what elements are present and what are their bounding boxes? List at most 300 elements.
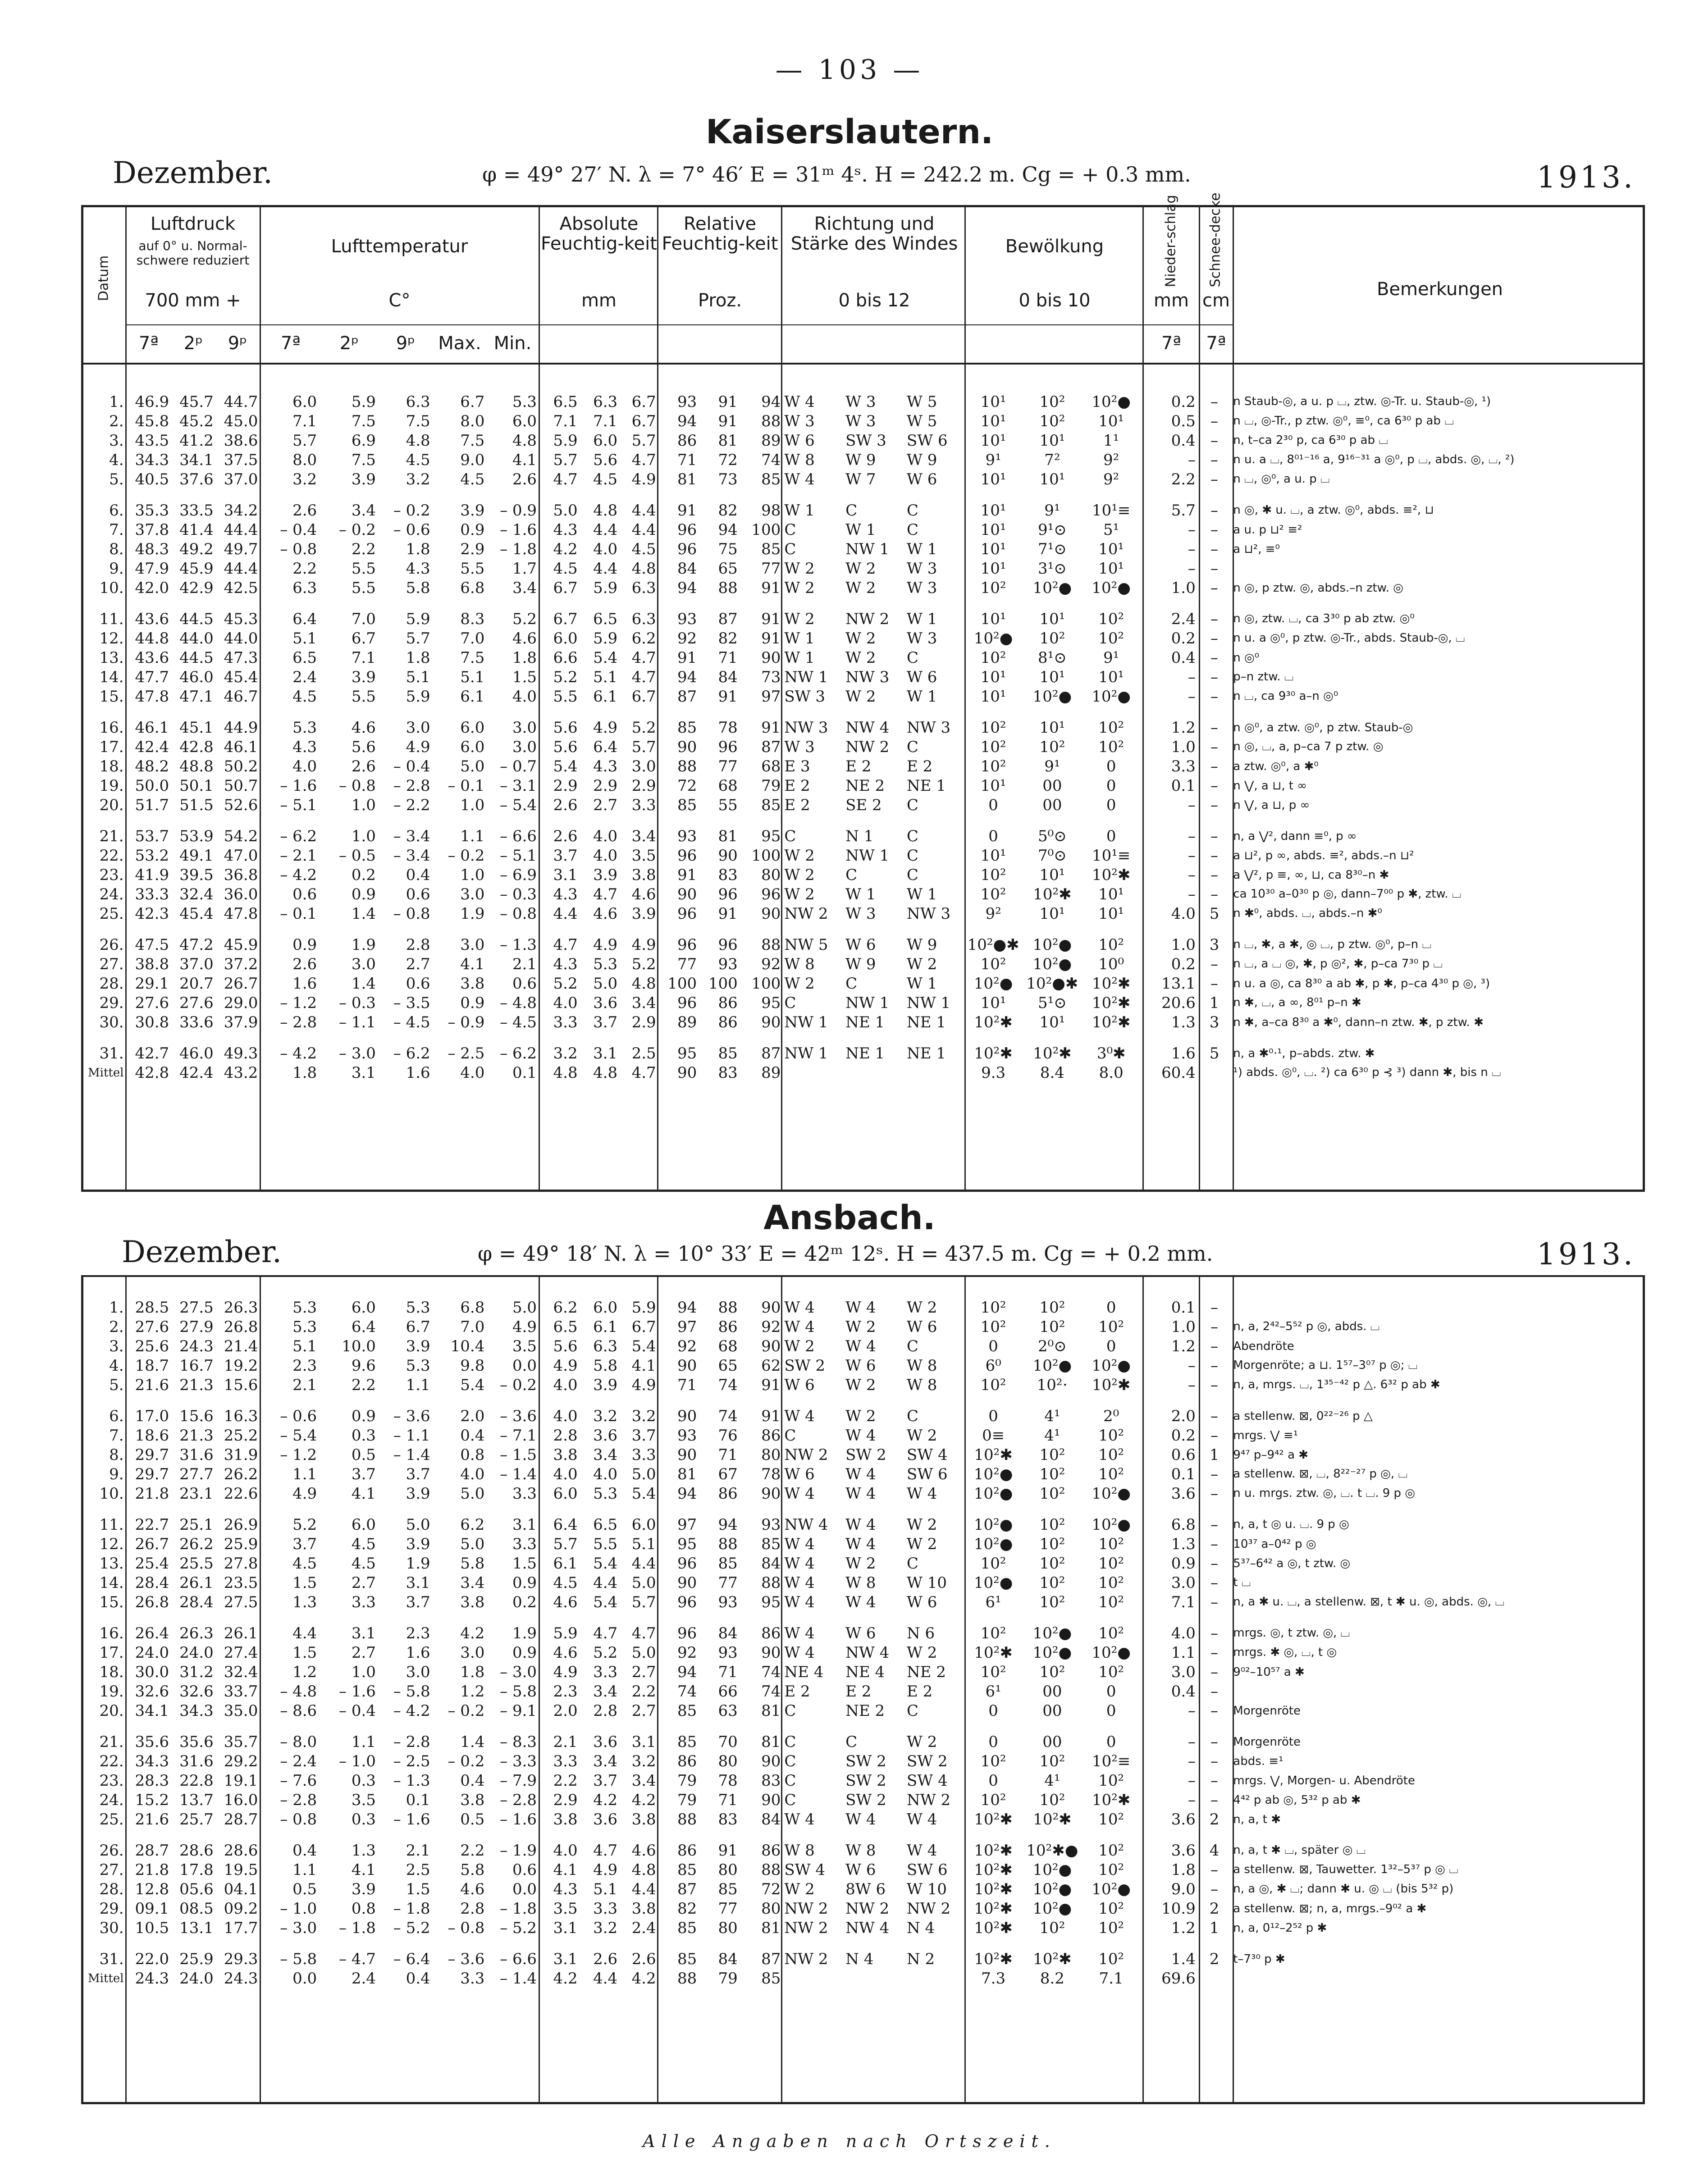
table-row — [82, 411, 1644, 431]
cell-abs-feucht-9p: 3.1 — [631, 1733, 656, 1751]
cell-abs-feucht-7a: 5.6 — [553, 718, 578, 737]
cell-wind-9p: W 6 — [906, 1318, 937, 1336]
cell-wind-7a: NW 2 — [784, 1950, 828, 1968]
cell-bemerkungen: p–n ztw. ⌴ — [1233, 670, 1294, 684]
cell-bewoelkung-9p: 0 — [1106, 776, 1116, 795]
cell-temp-2p: 7.5 — [351, 451, 376, 469]
cell-bemerkungen: a stellenw. ⊠, 0²²⁻²⁶ p △ — [1233, 1409, 1373, 1423]
cell-schneedecke: 2 — [1209, 1810, 1219, 1828]
cell-wind-2p: W 3 — [845, 412, 876, 430]
cell-bewoelkung-7a: 10¹ — [980, 520, 1006, 539]
cell-luftdruck-9p: 22.6 — [224, 1484, 258, 1503]
cell-temp-2p: 1.3 — [351, 1841, 376, 1860]
cell-bemerkungen — [1231, 1298, 1644, 1317]
cell-temp-9p: 0.6 — [406, 974, 430, 993]
cell-wind-2p: W 4 — [845, 1465, 876, 1483]
cell-temp-9p: 5.3 — [406, 1356, 430, 1375]
cell-bewoelkung-9p: 2⁰ — [1103, 1407, 1119, 1425]
cell-abs-feucht-9p: 3.2 — [631, 1407, 656, 1425]
cell-abs-feucht-2p: 4.3 — [593, 757, 618, 775]
cell-rel-feucht-9p: 74 — [761, 1663, 781, 1681]
cell-temp-9p: 3.9 — [406, 1337, 430, 1355]
cell-datum: 23. — [99, 866, 124, 884]
cell-datum: 4. — [109, 1356, 124, 1375]
cell-niederschlag: 3.6 — [1171, 1484, 1196, 1503]
cell-bewoelkung-7a: 10² — [980, 1663, 1006, 1681]
cell-temp-max: 7.5 — [460, 431, 485, 450]
cell-temp-7a: 1.5 — [292, 1573, 317, 1592]
cell-rel-feucht-9p: 88 — [761, 1860, 781, 1879]
cell-bemerkungen: n, a, mrgs. ⌴, 1³⁵⁻⁴² p △. 6³² p ab ✱ — [1233, 1378, 1440, 1391]
cell-luftdruck-7a: 24.0 — [135, 1643, 169, 1662]
cell-temp-7a: 5.1 — [292, 629, 317, 647]
cell-temp-9p: – 0.2 — [393, 501, 430, 520]
cell-rel-feucht-2p: 70 — [718, 1733, 738, 1751]
cell-temp-min: – 3.0 — [500, 1663, 537, 1681]
cell-temp-min: – 1.4 — [500, 1465, 537, 1483]
cell-luftdruck-9p: 26.8 — [224, 1318, 258, 1336]
cell-niederschlag: 4.0 — [1171, 1624, 1196, 1642]
cell-luftdruck-9p: 37.0 — [224, 470, 258, 488]
cell-abs-feucht-7a: 6.0 — [553, 629, 578, 647]
cell-rel-feucht-9p: 81 — [761, 1701, 781, 1720]
cell-luftdruck-7a: 27.6 — [135, 1318, 169, 1336]
cell-temp-2p: 0.3 — [351, 1771, 376, 1790]
cell-wind-9p: W 9 — [906, 935, 937, 954]
cell-temp-7a: – 0.4 — [280, 520, 317, 539]
cell-bewoelkung-9p: 10² — [1098, 1841, 1124, 1860]
cell-rel-feucht-2p: 63 — [718, 1701, 738, 1720]
table-row — [82, 1612, 1644, 1643]
cell-bewoelkung-2p: 00 — [1042, 796, 1062, 814]
cell-niederschlag: 1.2 — [1171, 718, 1196, 737]
cell-temp-min: 0.9 — [512, 1573, 537, 1592]
cell-temp-max: – 0.1 — [448, 776, 485, 795]
cell-abs-feucht-7a: 5.7 — [553, 1535, 578, 1553]
cell-bewoelkung-2p: 10²✱● — [1026, 1841, 1078, 1860]
cell-wind-2p: W 4 — [845, 1515, 876, 1534]
cell-wind-2p: W 3 — [845, 904, 876, 923]
cell-temp-max: 6.2 — [460, 1515, 485, 1534]
cell-rel-feucht-2p: 85 — [718, 1880, 738, 1898]
cell-temp-max: 1.1 — [460, 827, 485, 845]
cell-bewoelkung-9p: 10² — [1098, 1593, 1124, 1611]
cell-bewoelkung-9p: 10² — [1098, 718, 1124, 737]
cell-luftdruck-7a: 28.7 — [135, 1841, 169, 1860]
cell-schneedecke: – — [1210, 1701, 1219, 1720]
table-row — [82, 846, 1644, 865]
cell-wind-9p: SW 6 — [906, 1860, 948, 1879]
cell-temp-7a: – 8.0 — [280, 1733, 317, 1751]
cell-rel-feucht-9p: 91 — [761, 579, 781, 597]
cell-luftdruck-2p: 41.4 — [179, 520, 214, 539]
cell-temp-min: 0.0 — [512, 1356, 537, 1375]
cell-wind-9p: NE 1 — [906, 776, 946, 795]
cell-temp-min: 5.2 — [512, 610, 537, 628]
table-row — [82, 757, 1644, 776]
cell-bewoelkung-2p: 10²● — [1032, 1899, 1072, 1918]
cell-wind-7a: SW 3 — [784, 687, 826, 706]
cell-wind-7a: C — [784, 1752, 796, 1770]
cell-abs-feucht-9p: 3.2 — [631, 1752, 656, 1770]
cell-temp-7a: – 4.2 — [280, 1044, 317, 1062]
cell-abs-feucht-7a: 7.1 — [553, 412, 578, 430]
cell-niederschlag: 1.3 — [1171, 1535, 1196, 1553]
cell-abs-feucht-2p: 3.6 — [593, 1426, 618, 1445]
cell-abs-feucht-7a: 4.6 — [553, 1643, 578, 1662]
cell-wind-7a: NW 2 — [784, 1445, 828, 1464]
cell-schneedecke: – — [1210, 718, 1219, 737]
cell-datum: 17. — [99, 738, 124, 756]
table-row — [82, 1032, 1644, 1063]
cell-datum: 18. — [99, 1663, 124, 1681]
cell-luftdruck-9p: 27.4 — [224, 1643, 258, 1662]
cell-bewoelkung-9p: 10¹≡ — [1092, 501, 1131, 520]
cell-luftdruck-7a: 43.5 — [135, 431, 169, 450]
cell-temp-7a: – 0.8 — [280, 1810, 317, 1828]
cell-wind-2p: NW 1 — [845, 846, 890, 865]
cell-niederschlag: 1.0 — [1171, 1318, 1196, 1336]
cell-temp-max: – 0.9 — [448, 1013, 485, 1031]
cell-temp-min: – 1.5 — [500, 1445, 537, 1464]
cell-rel-feucht-9p: 90 — [761, 1013, 781, 1031]
cell-niederschlag: 13.1 — [1161, 974, 1196, 993]
cell-bewoelkung-9p: 10¹ — [1098, 904, 1124, 923]
cell-rel-feucht-7a: 90 — [677, 1407, 697, 1425]
cell-wind-9p: W 10 — [906, 1880, 947, 1898]
cell-temp-9p: – 3.5 — [393, 994, 430, 1012]
cell-temp-2p: – 0.8 — [339, 776, 376, 795]
cell-rel-feucht-2p: 96 — [718, 738, 738, 756]
cell-temp-2p: 6.4 — [351, 1318, 376, 1336]
cell-rel-feucht-7a: 82 — [677, 1899, 697, 1918]
cell-bewoelkung-7a: 10²● — [973, 1515, 1013, 1534]
cell-temp-min: 3.0 — [512, 738, 537, 756]
cell-bewoelkung-7a: 10¹ — [980, 559, 1006, 578]
cell-rel-feucht-2p: 74 — [718, 1376, 738, 1394]
cell-temp-min: – 1.6 — [500, 1810, 537, 1828]
cell-abs-feucht-2p: 4.0 — [593, 846, 618, 865]
cell-wind-7a: W 2 — [784, 559, 815, 578]
cell-datum: 12. — [99, 1535, 124, 1553]
cell-wind-7a: NE 4 — [784, 1663, 824, 1681]
cell-luftdruck-2p: 15.6 — [179, 1407, 214, 1425]
cell-niederschlag: 1.0 — [1171, 935, 1196, 954]
cell-abs-feucht-2p: 4.5 — [593, 470, 618, 488]
cell-rel-feucht-7a: 90 — [677, 738, 697, 756]
cell-schneedecke: – — [1210, 757, 1219, 775]
cell-temp-9p: 2.5 — [406, 1860, 430, 1879]
cell-wind-2p: C — [845, 1733, 858, 1751]
cell-schneedecke: – — [1210, 687, 1219, 706]
cell-luftdruck-2p: 32.6 — [179, 1682, 214, 1701]
cell-temp-max: – 0.8 — [448, 1919, 485, 1937]
cell-niederschlag: – — [1187, 451, 1196, 469]
cell-abs-feucht-2p: 4.9 — [593, 718, 618, 737]
cell-abs-feucht-7a: 5.6 — [553, 1337, 578, 1355]
cell-wind-9p: C — [906, 1554, 918, 1573]
cell-datum: 8. — [109, 1445, 124, 1464]
cell-luftdruck-2p: 25.7 — [179, 1810, 214, 1828]
cell-datum: 9. — [109, 559, 124, 578]
cell-luftdruck-7a: 29.1 — [135, 974, 169, 993]
cell-datum: 2. — [109, 412, 124, 430]
cell-bewoelkung-7a: 6⁰ — [985, 1356, 1001, 1375]
cell-abs-feucht-2p: 4.7 — [593, 1624, 618, 1642]
cell-temp-max: 5.5 — [460, 559, 485, 578]
cell-rel-feucht-9p: 86 — [761, 1426, 781, 1445]
cell-bewoelkung-7a: 10²● — [973, 1484, 1013, 1503]
cell-wind-7a: C — [784, 827, 796, 845]
cell-luftdruck-7a: 28.3 — [135, 1771, 169, 1790]
cell-wind-2p — [844, 1063, 905, 1082]
cell-luftdruck-2p: 27.9 — [179, 1318, 214, 1336]
cell-schneedecke: – — [1210, 1593, 1219, 1611]
cell-wind-9p: C — [906, 866, 918, 884]
cell-schneedecke: 2 — [1209, 1899, 1219, 1918]
cell-temp-9p: 4.5 — [406, 451, 430, 469]
cell-luftdruck-2p: 34.3 — [179, 1701, 214, 1720]
cell-abs-feucht-7a: 4.8 — [553, 1063, 578, 1082]
cell-bewoelkung-2p: 10² — [1039, 1515, 1065, 1534]
cell-bewoelkung-7a: 10² — [980, 1318, 1006, 1336]
cell-bemerkungen: n ⋁, a ⊔, p ∞ — [1233, 798, 1310, 812]
cell-luftdruck-9p: 44.4 — [224, 520, 258, 539]
cell-temp-9p: 0.6 — [406, 885, 430, 903]
cell-luftdruck-9p: 32.4 — [224, 1663, 258, 1681]
cell-luftdruck-7a: 46.9 — [135, 392, 169, 411]
cell-bewoelkung-2p: 10¹ — [1039, 904, 1065, 923]
table-row — [82, 1426, 1644, 1445]
cell-schneedecke: – — [1210, 520, 1219, 539]
cell-temp-2p: 1.1 — [351, 1733, 376, 1751]
table-row — [82, 993, 1644, 1012]
cell-schneedecke: – — [1210, 1771, 1219, 1790]
cell-wind-9p: W 4 — [906, 1841, 937, 1860]
cell-bewoelkung-7a: 10²✱ — [974, 1880, 1013, 1898]
cell-temp-min: 1.5 — [512, 1554, 537, 1573]
cell-wind-9p: W 2 — [906, 1515, 937, 1534]
cell-schneedecke: – — [1210, 559, 1219, 578]
cell-abs-feucht-2p: 5.4 — [593, 1593, 618, 1611]
cell-datum: 5. — [109, 1376, 124, 1394]
cell-rel-feucht-9p: 90 — [761, 648, 781, 667]
cell-bewoelkung-7a: 9² — [985, 904, 1001, 923]
cell-rel-feucht-9p: 85 — [761, 1535, 781, 1553]
cell-abs-feucht-7a: 4.6 — [553, 1593, 578, 1611]
cell-bewoelkung-2p: 10²●✱ — [1026, 974, 1078, 993]
cell-temp-7a: – 6.2 — [280, 827, 317, 845]
cell-temp-max: 0.9 — [460, 520, 485, 539]
cell-abs-feucht-9p: 4.4 — [631, 1554, 656, 1573]
cell-bemerkungen: n ⌴, ✱, a ✱, ◎ ⌴, p ztw. ◎⁰, p–n ⌴ — [1233, 938, 1432, 951]
cell-datum: 7. — [109, 520, 124, 539]
cell-datum: 19. — [99, 1682, 124, 1701]
cell-temp-max: 4.5 — [460, 470, 485, 488]
cell-niederschlag: – — [1187, 796, 1196, 814]
cell-luftdruck-2p: 28.6 — [179, 1841, 214, 1860]
cell-bewoelkung-7a: 10² — [980, 1554, 1006, 1573]
cell-abs-feucht-2p: 5.3 — [593, 1484, 618, 1503]
cell-schneedecke: – — [1210, 885, 1219, 903]
cell-schneedecke: 2 — [1209, 1950, 1219, 1968]
cell-abs-feucht-7a: 4.2 — [553, 540, 578, 558]
cell-temp-2p: 1.0 — [351, 796, 376, 814]
cell-temp-min: – 1.8 — [500, 1899, 537, 1918]
cell-bewoelkung-7a: 10¹ — [980, 776, 1006, 795]
cell-temp-7a: 1.1 — [292, 1465, 317, 1483]
cell-schneedecke: – — [1210, 1407, 1219, 1425]
cell-temp-7a: – 3.0 — [280, 1919, 317, 1937]
cell-bewoelkung-7a: 10²● — [973, 1535, 1013, 1553]
cell-niederschlag: – — [1187, 1733, 1196, 1751]
cell-luftdruck-9p: 27.8 — [224, 1554, 258, 1573]
cell-niederschlag: 0.4 — [1171, 648, 1196, 667]
cell-bewoelkung-9p: 10¹ — [1098, 668, 1124, 686]
cell-bewoelkung-2p: 10²● — [1032, 1624, 1072, 1642]
cell-bewoelkung-7a: 10² — [980, 1298, 1006, 1317]
cell-luftdruck-2p: 32.4 — [179, 885, 214, 903]
cell-bewoelkung-9p: 10²✱ — [1092, 1376, 1131, 1394]
cell-temp-2p: 0.3 — [351, 1426, 376, 1445]
cell-temp-9p: 6.3 — [406, 392, 430, 411]
cell-abs-feucht-9p: 3.9 — [631, 904, 656, 923]
cell-rel-feucht-9p: 92 — [761, 955, 781, 973]
cell-abs-feucht-2p: 4.4 — [593, 520, 618, 539]
cell-bewoelkung-7a: 10² — [980, 738, 1006, 756]
cell-niederschlag: 1.2 — [1171, 1919, 1196, 1937]
cell-abs-feucht-9p: 4.2 — [631, 1791, 656, 1809]
cell-temp-9p: 2.1 — [406, 1841, 430, 1860]
cell-temp-max: 1.4 — [460, 1733, 485, 1751]
cell-bewoelkung-7a: 10²✱ — [974, 1860, 1013, 1879]
cell-wind-9p: SW 6 — [906, 431, 948, 450]
cell-temp-max: 3.8 — [460, 974, 485, 993]
cell-rel-feucht-2p: 81 — [718, 431, 738, 450]
cell-luftdruck-9p: 45.3 — [224, 610, 258, 628]
cell-rel-feucht-2p: 85 — [718, 1554, 738, 1573]
cell-rel-feucht-7a: 94 — [677, 1484, 697, 1503]
cell-bewoelkung-9p: 10²✱ — [1092, 1791, 1131, 1809]
cell-datum: 27. — [99, 1860, 124, 1879]
cell-bemerkungen: Abendröte — [1233, 1339, 1294, 1353]
cell-abs-feucht-9p: 6.7 — [631, 1318, 656, 1336]
cell-temp-7a: 0.0 — [292, 1969, 317, 1988]
cell-temp-min: 4.8 — [512, 431, 537, 450]
cell-bewoelkung-2p: 10²✱ — [1033, 885, 1072, 903]
cell-rel-feucht-2p: 88 — [718, 1298, 738, 1317]
cell-luftdruck-2p: 25.1 — [179, 1515, 214, 1534]
cell-abs-feucht-9p: 4.4 — [631, 1880, 656, 1898]
cell-temp-7a: – 5.4 — [280, 1426, 317, 1445]
cell-temp-9p: – 4.5 — [393, 1013, 430, 1031]
cell-bemerkungen: n ⌴, ◎-Tr., p ztw. ◎⁰, ≡⁰, ca 6³⁰ p ab ⌴ — [1233, 414, 1454, 428]
cell-schneedecke: – — [1210, 451, 1219, 469]
cell-luftdruck-9p: 36.8 — [224, 866, 258, 884]
table-row — [82, 597, 1644, 629]
cell-rel-feucht-7a: 85 — [677, 1701, 697, 1720]
cell-abs-feucht-9p: 3.0 — [631, 757, 656, 775]
cell-rel-feucht-9p: 83 — [761, 1771, 781, 1790]
cell-wind-9p: W 2 — [906, 1298, 937, 1317]
cell-rel-feucht-2p: 86 — [718, 1318, 738, 1336]
cell-temp-7a: 2.4 — [292, 668, 317, 686]
cell-rel-feucht-9p: 88 — [761, 412, 781, 430]
cell-temp-7a: – 1.2 — [280, 1445, 317, 1464]
cell-bewoelkung-2p: 00 — [1042, 776, 1062, 795]
cell-abs-feucht-2p: 6.1 — [593, 687, 618, 706]
cell-bemerkungen: ¹) abds. ◎⁰, ⌴. ²) ca 6³⁰ p ⊰ ³) dann ✱, bis n ⌴ — [1233, 1066, 1501, 1079]
cell-temp-min: – 4.5 — [500, 1013, 537, 1031]
cell-temp-9p: – 1.3 — [393, 1771, 430, 1790]
cell-wind-7a: W 8 — [784, 955, 815, 973]
cell-luftdruck-7a: 46.1 — [135, 718, 169, 737]
cell-bewoelkung-7a: 10¹ — [980, 687, 1006, 706]
cell-luftdruck-7a: 47.7 — [135, 668, 169, 686]
cell-rel-feucht-7a: 87 — [677, 1880, 697, 1898]
cell-schneedecke: – — [1210, 1752, 1219, 1770]
cell-rel-feucht-9p: 89 — [761, 1063, 781, 1082]
cell-bewoelkung-2p: 10¹ — [1039, 470, 1065, 488]
cell-abs-feucht-7a: 4.7 — [553, 470, 578, 488]
cell-bemerkungen: 5³⁷–6⁴² a ◎, t ztw. ◎ — [1233, 1556, 1351, 1570]
cell-abs-feucht-9p: 5.4 — [631, 1337, 656, 1355]
cell-datum: 27. — [99, 955, 124, 973]
cell-abs-feucht-2p: 6.0 — [593, 431, 618, 450]
cell-bemerkungen: n u. a ⌴, 8⁰¹⁻¹⁶ a, 9¹⁶⁻³¹ a ◎⁰, p ⌴, abds. ◎, ⌴, ²) — [1233, 453, 1515, 466]
cell-wind-2p: W 4 — [845, 1337, 876, 1355]
cell-datum: 26. — [99, 935, 124, 954]
cell-temp-max: 9.8 — [460, 1356, 485, 1375]
cell-abs-feucht-2p: 2.9 — [593, 776, 618, 795]
cell-datum: 18. — [99, 757, 124, 775]
cell-abs-feucht-2p: 6.0 — [593, 1298, 618, 1317]
cell-bemerkungen: 9⁰²–10⁵⁷ a ✱ — [1233, 1665, 1305, 1679]
cell-temp-2p: – 1.8 — [339, 1919, 376, 1937]
cell-luftdruck-2p: 47.1 — [179, 687, 214, 706]
cell-abs-feucht-9p: 6.2 — [631, 629, 656, 647]
subheader-min: Min. — [493, 333, 532, 354]
col-header-wind: Richtung und Stärke des Windes — [790, 214, 958, 254]
cell-temp-2p: 1.9 — [351, 935, 376, 954]
cell-rel-feucht-2p: 83 — [718, 1063, 738, 1082]
cell-luftdruck-7a: 53.7 — [135, 827, 169, 845]
cell-luftdruck-7a: 43.6 — [135, 648, 169, 667]
cell-niederschlag: 0.2 — [1171, 955, 1196, 973]
cell-temp-min: – 0.9 — [500, 501, 537, 520]
cell-luftdruck-2p: 22.8 — [179, 1771, 214, 1790]
cell-bewoelkung-9p: 0 — [1106, 757, 1116, 775]
cell-wind-2p: W 4 — [845, 1298, 876, 1317]
cell-rel-feucht-7a: 97 — [677, 1515, 697, 1534]
cell-temp-max: 3.9 — [460, 501, 485, 520]
col-header-datum: Datum — [96, 255, 112, 301]
cell-abs-feucht-7a: 6.2 — [553, 1298, 578, 1317]
cell-bemerkungen: a u. p ⊔² ≡² — [1233, 523, 1302, 537]
subheader-temp-9p: 9ᵖ — [396, 333, 416, 354]
cell-wind-9p: N 4 — [906, 1919, 935, 1937]
cell-rel-feucht-9p: 91 — [761, 1376, 781, 1394]
cell-rel-feucht-2p: 71 — [718, 1445, 738, 1464]
cell-abs-feucht-7a: 4.9 — [553, 1356, 578, 1375]
cell-temp-min: – 2.8 — [500, 1791, 537, 1809]
cell-luftdruck-7a: 12.8 — [135, 1880, 169, 1898]
cell-rel-feucht-2p: 71 — [718, 1791, 738, 1809]
cell-niederschlag: 3.6 — [1171, 1841, 1196, 1860]
cell-bewoelkung-9p: 10² — [1098, 738, 1124, 756]
cell-luftdruck-7a: 48.3 — [135, 540, 169, 558]
cell-temp-7a: 2.2 — [292, 559, 317, 578]
